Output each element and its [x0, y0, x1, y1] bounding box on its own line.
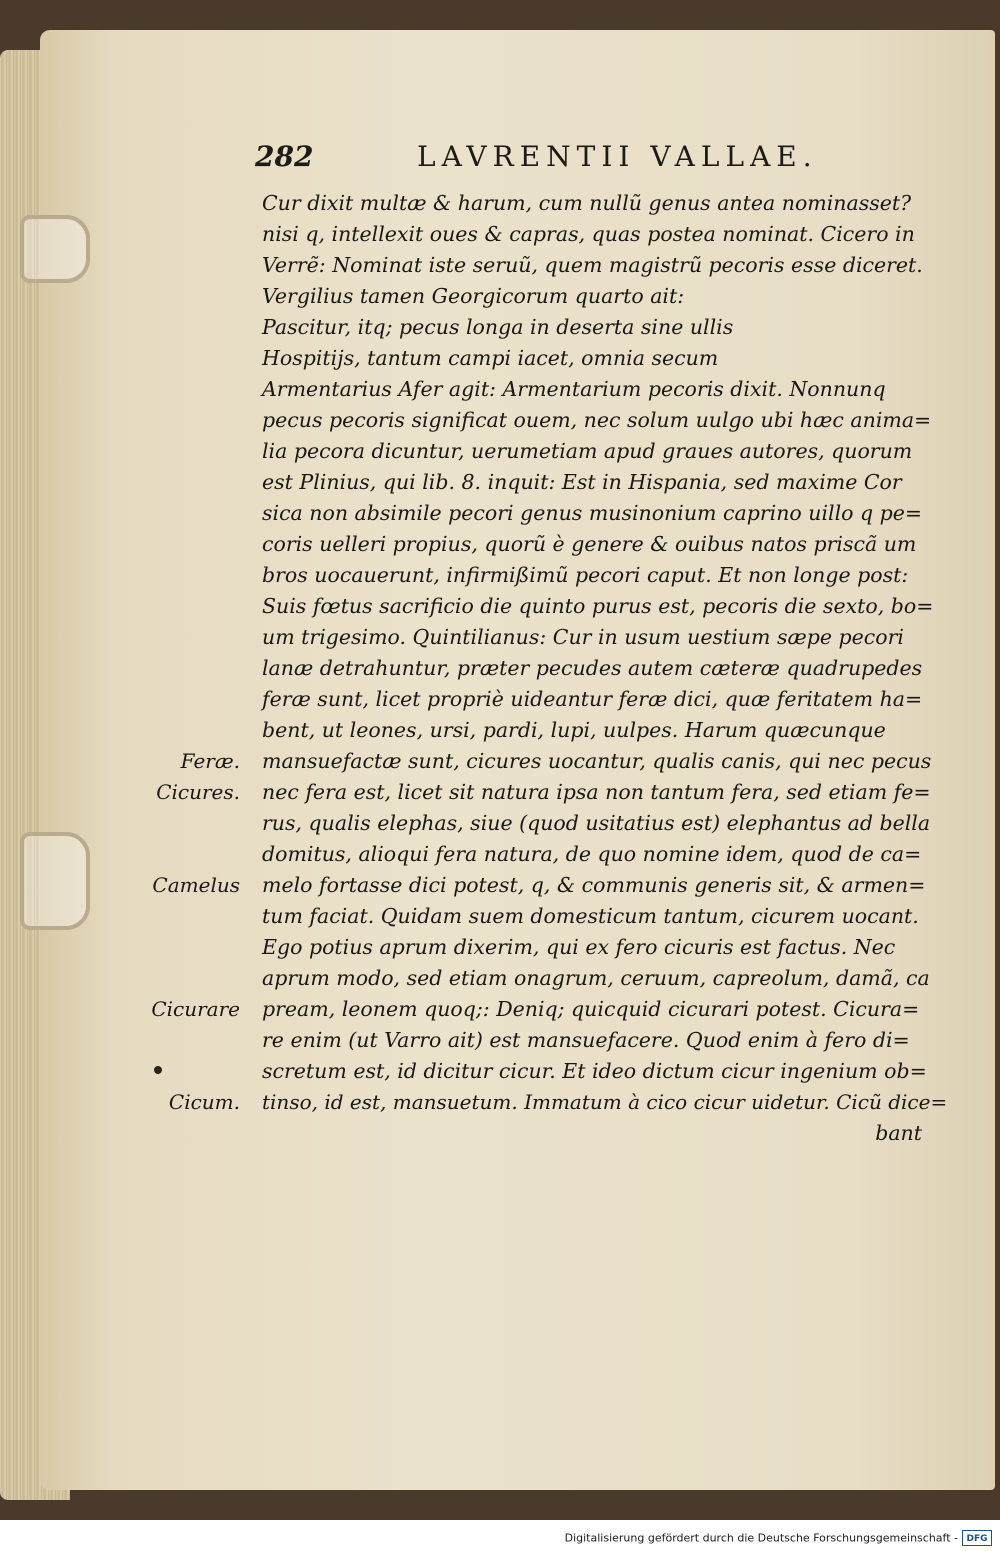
margin-dot	[154, 1066, 162, 1074]
text-line: tum faciat. Quidam suem domesticum tantum, cicurem uocant.	[262, 904, 919, 928]
text-line: Hospitijs, tantum campi iacet, omnia secum	[262, 346, 719, 370]
text-line: bant	[875, 1121, 922, 1145]
text-line: mansuefactæ sunt, cicures uocantur, qualis canis, qui nec pecus	[262, 749, 932, 773]
text-line: melo fortasse dici potest, q, & communis generis sit, & armen=	[262, 873, 926, 897]
text-line: Armentarius Afer agit: Armentarium pecoris dixit. Nonnunq	[262, 377, 886, 401]
text-line: tinso, id est, mansuetum. Immatum à cico cicur uidetur. Cicũ dice=	[262, 1090, 948, 1114]
body-text	[262, 188, 948, 1149]
running-title: LAVRENTII VALLAE.	[417, 140, 818, 173]
page-header	[245, 140, 985, 180]
text-line: Vergilius tamen Georgicorum quarto ait:	[262, 284, 685, 308]
text-line: bros uocauerunt, infirmißimũ pecori caput. Et non longe post:	[262, 563, 909, 587]
text-line: nec fera est, licet sit natura ipsa non tantum fera, sed etiam fe=	[262, 780, 931, 804]
text-line: lia pecora dicuntur, uerumetiam apud graues autores, quorum	[262, 439, 913, 463]
text-line: sica non absimile pecori genus musinonium caprino uillo q pe=	[262, 501, 923, 525]
text-line: Cur dixit multæ & harum, cum nullũ genus antea nominasset?	[262, 191, 912, 215]
text-line: coris uelleri propius, quorũ è genere & ouibus natos priscã um	[262, 532, 917, 556]
margin-note: Camelus	[152, 873, 240, 897]
text-line: pecus pecoris significat ouem, nec solum uulgo ubi hæc anima=	[262, 408, 932, 432]
text-line: Suis fœtus sacrificio die quinto purus est, pecoris die sexto, bo=	[262, 594, 934, 618]
margin-note: Feræ.	[180, 749, 240, 773]
margin-note: Cicures.	[156, 780, 240, 804]
text-line: domitus, alioqui fera natura, de quo nomine idem, quod de ca=	[262, 842, 922, 866]
text-line: Ego potius aprum dixerim, qui ex fero cicuris est factus. Nec	[262, 935, 896, 959]
dfg-logo: DFG	[962, 1530, 992, 1546]
text-line: Verrẽ: Nominat iste seruũ, quem magistrũ pecoris esse diceret.	[262, 253, 923, 277]
text-line: scretum est, id dicitur cicur. Et ideo dictum cicur ingenium ob=	[262, 1059, 927, 1083]
text-line: re enim (ut Varro ait) est mansuefacere. Quod enim à fero di=	[262, 1028, 910, 1052]
page-number: 282	[255, 140, 314, 173]
text-line: pream, leonem quoq;: Deniq; quicquid cicurari potest. Cicura=	[262, 997, 920, 1021]
page-clip-bottom	[20, 832, 90, 930]
text-line: um trigesimo. Quintilianus: Cur in usum uestium sæpe pecori	[262, 625, 904, 649]
text-line: aprum modo, sed etiam onagrum, ceruum, capreolum, damã, ca	[262, 966, 930, 990]
text-line: nisi q, intellexit oues & capras, quas postea nominat. Cicero in	[262, 222, 915, 246]
digitization-credit: Digitalisierung gefördert durch die Deutsche Forschungsgemeinschaft -	[564, 1531, 958, 1545]
page-clip-top	[20, 215, 90, 283]
text-line: Pascitur, itq; pecus longa in deserta sine ullis	[262, 315, 734, 339]
margin-note: Cicum.	[168, 1090, 240, 1114]
text-line: bent, ut leones, ursi, pardi, lupi, uulpes. Harum quæcunque	[262, 718, 886, 742]
text-line: lanæ detrahuntur, præter pecudes autem cæteræ quadrupedes	[262, 656, 923, 680]
text-line: rus, qualis elephas, siue (quod usitatius est) elephantus ad bella	[262, 811, 931, 835]
margin-note: Cicurare	[151, 997, 240, 1021]
text-line: est Plinius, qui lib. 8. inquit: Est in Hispania, sed maxime Cor	[262, 470, 902, 494]
text-line: feræ sunt, licet propriè uideantur feræ dici, quæ feritatem ha=	[262, 687, 923, 711]
